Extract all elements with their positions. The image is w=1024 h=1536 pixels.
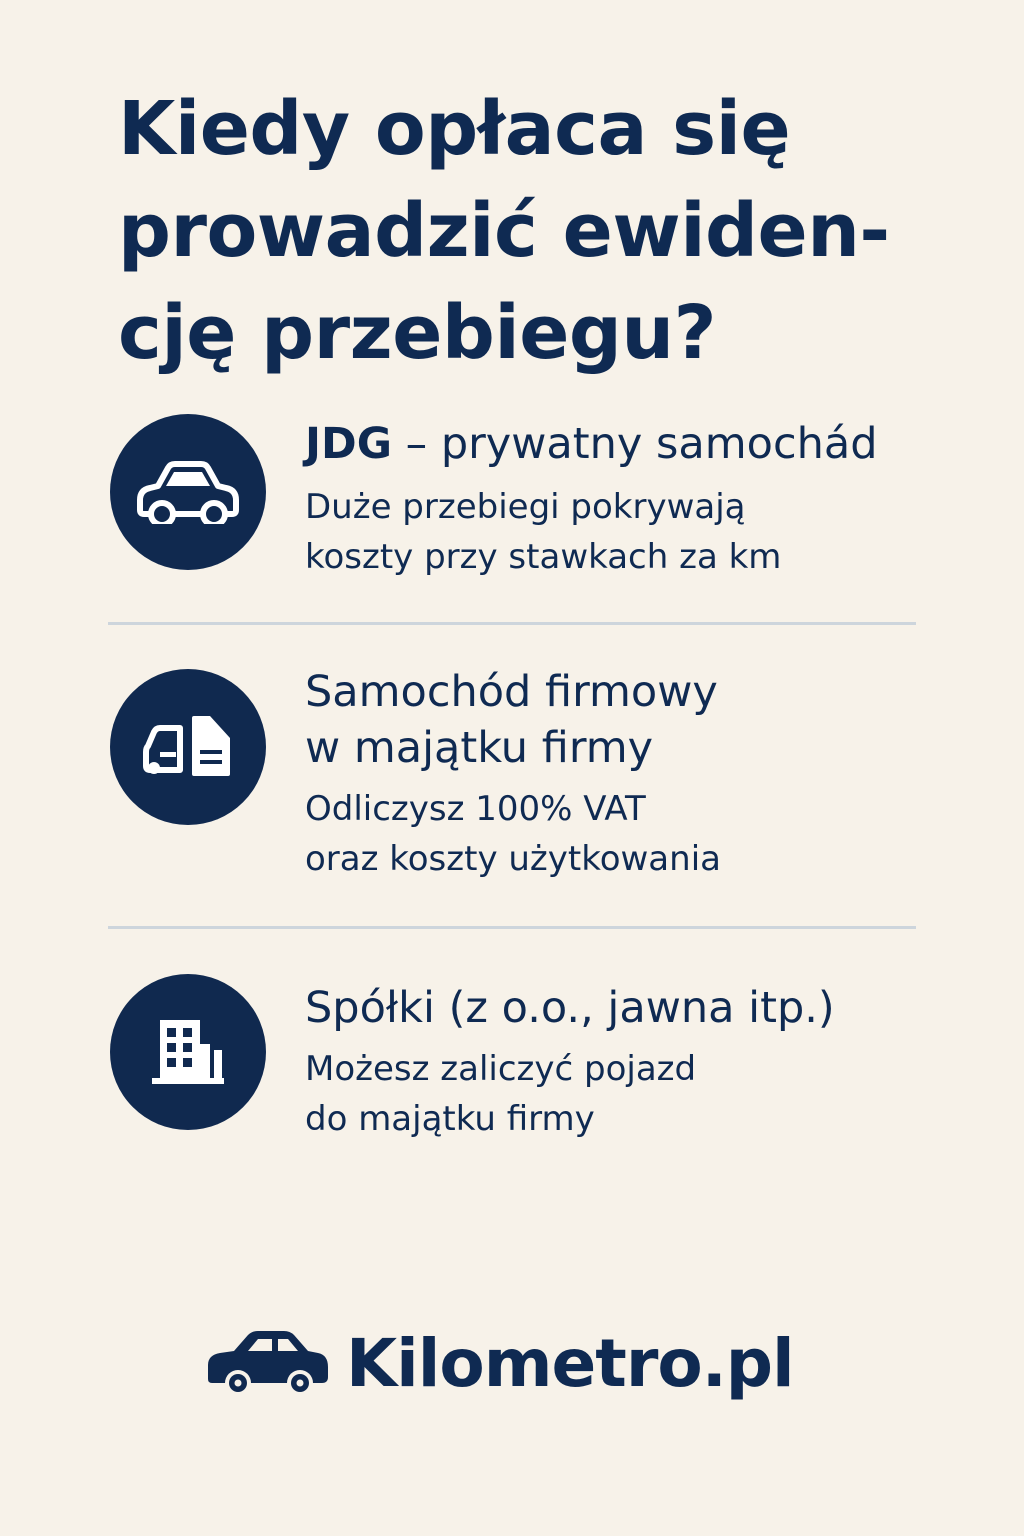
company-car-document-icon — [110, 669, 266, 825]
item-heading — [305, 416, 878, 472]
title-line-1: Kiedy opłaca się — [118, 86, 791, 172]
divider — [108, 926, 916, 929]
item-description-line-1: Odliczysz 100% VAT — [305, 789, 646, 829]
item-description-line-1: Możesz zaliczyć pojazd — [305, 1049, 697, 1089]
brand-name: Kilometro.pl — [346, 1324, 794, 1402]
item-description — [305, 784, 721, 884]
item-heading-line-1: Samochód firmowy — [305, 667, 718, 717]
item-heading-line-2: w majątku firmy — [305, 723, 654, 773]
office-building-icon — [110, 974, 266, 1130]
item-description-line-1: Duże przebiegi pokrywają — [305, 487, 746, 527]
car-logo-icon — [200, 1325, 334, 1401]
item-heading: Spółki (z o.o., jawna itp.) — [305, 983, 835, 1033]
brand-logo — [200, 1318, 794, 1408]
title-line-2: prowadzić ewiden- — [118, 188, 890, 274]
divider — [108, 622, 916, 625]
item-description — [305, 1044, 696, 1144]
item-description-line-2: do majątku firmy — [305, 1099, 595, 1139]
item-description-line-2: oraz koszty użytkowania — [305, 839, 721, 879]
page-title — [118, 78, 938, 384]
item-description — [305, 482, 781, 582]
item-description-line-2: koszty przy stawkach za km — [305, 537, 782, 577]
item-heading-strong: JDG — [305, 419, 392, 469]
car-icon — [110, 414, 266, 570]
item-heading-rest: – prywatny samochád — [392, 419, 878, 469]
title-line-3: cję przebiegu? — [118, 290, 717, 376]
